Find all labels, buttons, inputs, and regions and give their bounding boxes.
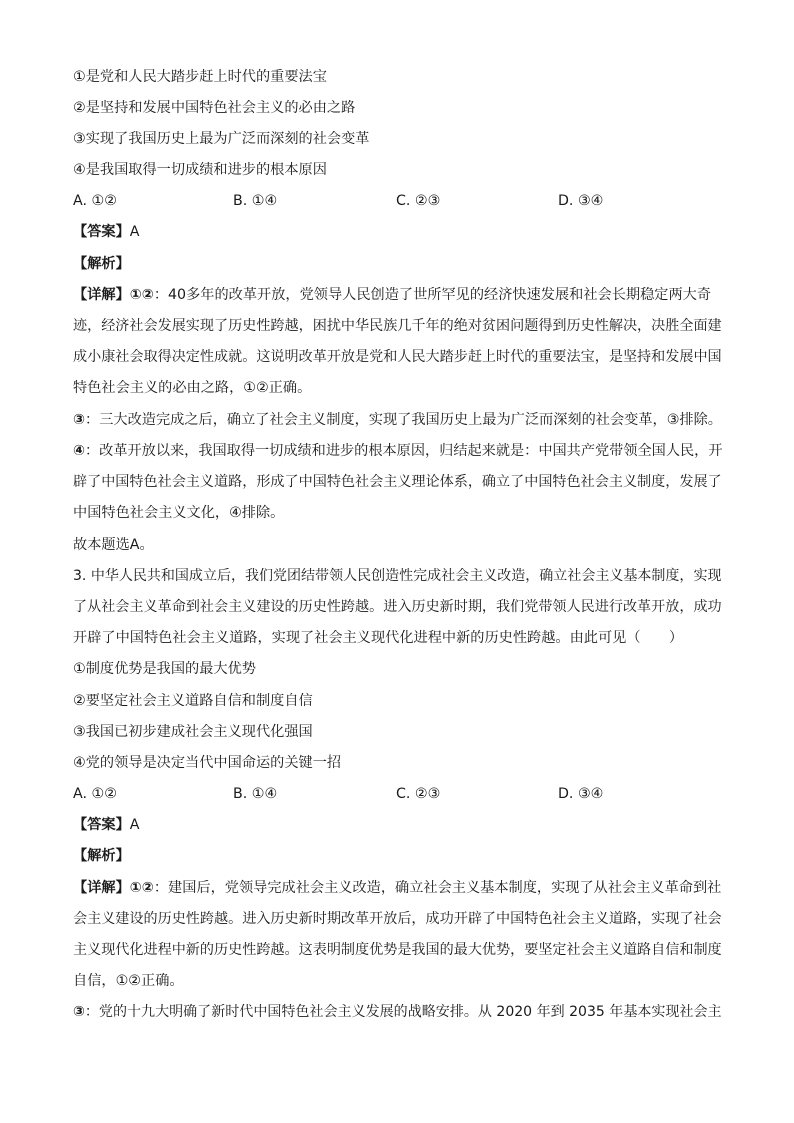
q2-statement-1: ①是党和人民大踏步赶上时代的重要法宝 [73, 69, 327, 85]
q3-stem-line-2: 了从社会主义革命到社会主义建设的历史性跨越。进入历史新时期，我们党带领人民进行改革开放，成功 [73, 599, 722, 615]
q2-conclusion: 故本题选A。 [73, 537, 154, 553]
q2-option-c: C. ②③ [396, 193, 441, 209]
q2-option-a: A. ①② [73, 193, 117, 209]
detail-text: ：建国后，党领导完成社会主义改造，确立社会主义基本制度，实现了从社会主义革命到社 [153, 880, 722, 896]
q3-option-c: C. ②③ [396, 786, 441, 802]
q3-detail-line-2: 会主义建设的历史性跨越。进入历史新时期改革开放后，成功开辟了中国特色社会主义道路，实现了社会 [73, 911, 722, 927]
q2-detail-line-3: 成小康社会取得决定性成就。这说明改革开放是党和人民大踏步赶上时代的重要法宝，是坚持和发展中国 [73, 349, 722, 365]
answer-tag: 【 答案 】 [73, 224, 130, 240]
q2-option-d: D. ③④ [558, 193, 604, 209]
q3-statement-3: ③我国已初步建成社会主义现代化强国 [73, 724, 313, 740]
q2-analysis-heading [73, 255, 130, 273]
q3-analysis-heading [73, 847, 130, 865]
q2-point-3 [73, 411, 722, 429]
q2-detail-line-2: 迹，经济社会发展实现了历史性跨越，困扰中华民族几千年的绝对贫困问题得到历史性解决，决胜全面建 [73, 318, 722, 334]
q2-detail-line-1 [73, 286, 711, 304]
q3-detail-line-1 [73, 879, 721, 897]
point-ref: ③ [73, 412, 86, 428]
q2-statement-3: ③实现了我国历史上最为广泛而深刻的社会变革 [73, 131, 370, 147]
q2-statement-4: ④是我国取得一切成绩和进步的根本原因 [73, 162, 327, 178]
q3-option-a: A. ①② [73, 786, 117, 802]
point-ref: ③ [73, 1004, 85, 1020]
q3-statement-1: ①制度优势是我国的最大优势 [73, 661, 256, 677]
answer-tag: 【 答案 】 [73, 817, 130, 833]
q2-point-4-line-1 [73, 442, 722, 460]
q3-option-b: B. ①④ [233, 786, 278, 802]
q3-answer [73, 816, 140, 834]
q2-point-4-line-3: 中国特色社会主义文化，④排除。 [73, 505, 285, 521]
detail-tag: 【 详解 】 [73, 880, 130, 896]
detail-tag: 【 详解 】 [73, 287, 130, 303]
q3-point-3 [73, 1003, 722, 1021]
point-text: ：三大改造完成之后，确立了社会主义制度，实现了我国历史上最为广泛而深刻的社会变革，③排除。 [85, 412, 722, 428]
q2-statement-2: ②是坚持和发展中国特色社会主义的必由之路 [73, 100, 356, 116]
q3-option-d: D. ③④ [558, 786, 604, 802]
analysis-tag: 【 解析 】 [73, 848, 130, 864]
answer-value: A [129, 224, 140, 240]
point-text: ：党的十九大明确了新时代中国特色社会主义发展的战略安排。从 2020 年到 2035 年基本实现社会主 [84, 1004, 722, 1020]
point-ref: ④ [73, 443, 85, 459]
q2-point-4-line-2: 辟了中国特色社会主义道路，形成了中国特色社会主义理论体系，确立了中国特色社会主义制度，发展了 [73, 474, 722, 490]
q3-stem-line-1: 3. 中华人民共和国成立后，我们党团结带领人民创造性完成社会主义改造，确立社会主义基本制度，实现 [73, 568, 722, 584]
detail-ref: ①② [129, 880, 154, 896]
q2-answer [73, 223, 140, 241]
q3-detail-line-3: 主义现代化进程中新的历史性跨越。这表明制度优势是我国的最大优势，要坚定社会主义道路自信和制度 [73, 942, 722, 958]
q3-detail-line-4: 自信，①②正确。 [73, 973, 184, 989]
q2-option-b: B. ①④ [233, 193, 278, 209]
answer-value: A [129, 817, 140, 833]
analysis-tag: 【 解析 】 [73, 256, 130, 272]
detail-ref: ①② [129, 287, 154, 303]
detail-text: ：40多年的改革开放，党领导人民创造了世所罕见的经济快速发展和社会长期稳定两大奇 [153, 287, 712, 303]
q3-statement-2: ②要坚定社会主义道路自信和制度自信 [73, 693, 313, 709]
q3-statement-4: ④党的领导是决定当代中国命运的关键一招 [73, 755, 342, 771]
q3-stem-line-3: 开辟了中国特色社会主义道路，实现了社会主义现代化进程中新的历史性跨越。由此可见（ ） [73, 630, 684, 646]
q2-detail-line-4: 特色社会主义的必由之路，①②正确。 [73, 380, 312, 396]
point-text: ：改革开放以来，我国取得一切成绩和进步的根本原因，归结起来就是：中国共产党带领全国人民，开 [84, 443, 723, 459]
